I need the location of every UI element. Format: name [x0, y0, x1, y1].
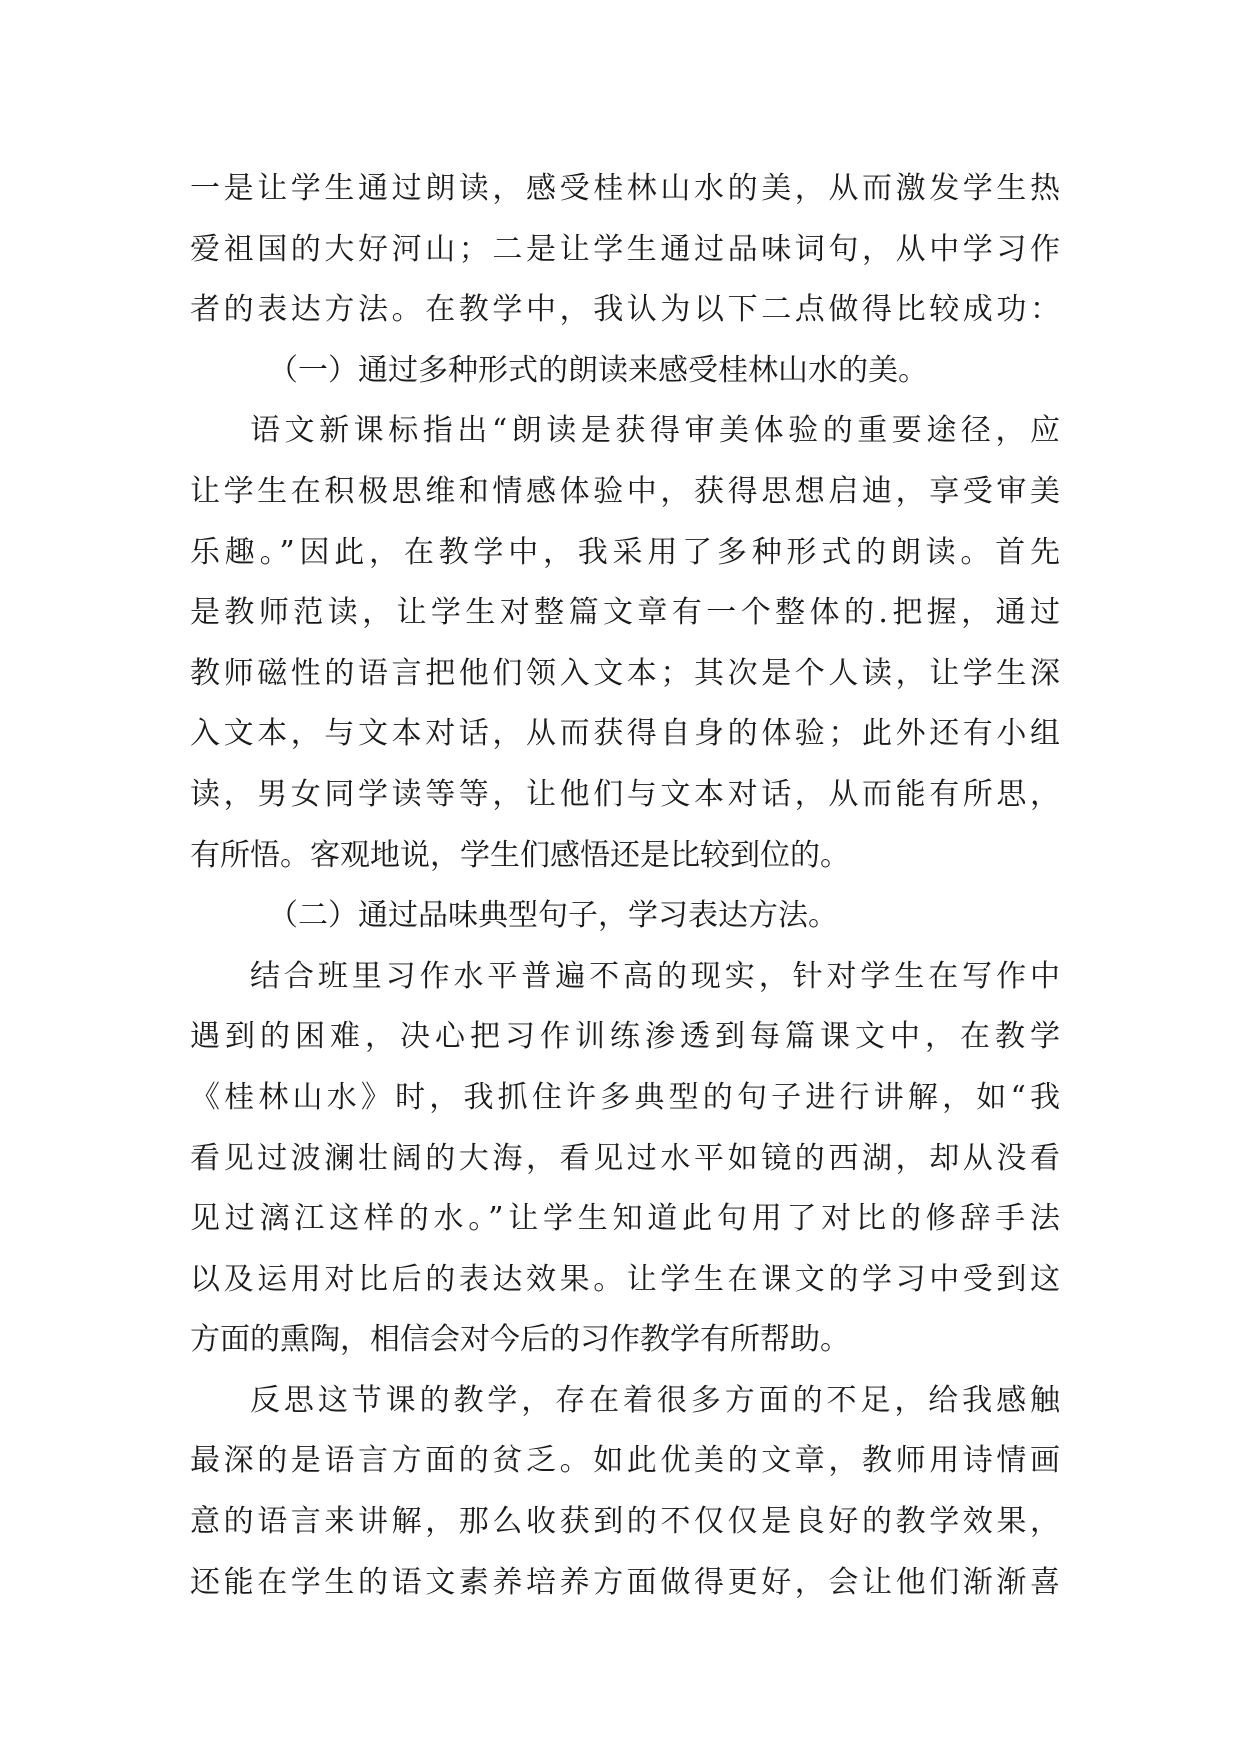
section-heading: （二）通过品味典型句子，学习表达方法。: [268, 898, 838, 934]
text-line: 教师磁性的语言把他们领入文本；其次是个人读，让学生深: [190, 655, 1060, 691]
paragraph-first-line: 反思这节课的教学，存在着很多方面的不足，给我感触: [250, 1382, 1060, 1418]
text-line: 一是让学生通过朗读，感受桂林山水的美，从而激发学生热: [190, 171, 1060, 206]
section-heading: （一）通过多种形式的朗读来感受桂林山水的美。: [268, 352, 928, 388]
text-line: 还能在学生的语文素养培养方面做得更好，会让他们渐渐喜: [190, 1564, 1060, 1600]
text-line: 见过漓江这样的水。”让学生知道此句用了对比的修辞手法: [190, 1201, 1060, 1237]
text-line: 最深的是语言方面的贫乏。如此优美的文章，教师用诗情画: [190, 1443, 1060, 1479]
text-line: 爱祖国的大好河山；二是让学生通过品味词句，从中学习作: [190, 231, 1060, 267]
text-line: 看见过波澜壮阔的大海，看见过水平如镜的西湖，却从没看: [190, 1140, 1060, 1176]
paragraph-first-line: 结合班里习作水平普遍不高的现实，针对学生在写作中: [250, 958, 1060, 994]
body-text: [190, 159, 1060, 1613]
paragraph-first-line: 语文新课标指出“朗读是获得审美体验的重要途径，应: [250, 413, 1060, 449]
text-line: 遇到的困难，决心把习作训练渗透到每篇课文中，在教学: [190, 1019, 1060, 1055]
text-line: 意的语言来讲解，那么收获到的不仅仅是良好的教学效果，: [190, 1504, 1060, 1540]
text-line: 是教师范读，让学生对整篇文章有一个整体的.把握，通过: [190, 595, 1060, 631]
text-line: 者的表达方法。在教学中，我认为以下二点做得比较成功：: [190, 292, 1060, 328]
text-line: 让学生在积极思维和情感体验中，获得思想启迪，享受审美: [190, 473, 1060, 509]
text-line: 读，男女同学读等等，让他们与文本对话，从而能有所思，: [190, 776, 1060, 812]
text-line: 以及运用对比后的表达效果。让学生在课文的学习中受到这: [190, 1261, 1060, 1297]
text-line: 《桂林山水》时，我抓住许多典型的句子进行讲解，如“我: [190, 1079, 1060, 1115]
text-line: 方面的熏陶，相信会对今后的习作教学有所帮助。: [190, 1322, 850, 1358]
text-line: 乐趣。”因此，在教学中，我采用了多种形式的朗读。首先: [190, 534, 1060, 570]
text-line: 有所悟。客观地说，学生们感悟还是比较到位的。: [190, 837, 850, 873]
text-line: 入文本，与文本对话，从而获得自身的体验；此外还有小组: [190, 716, 1060, 752]
